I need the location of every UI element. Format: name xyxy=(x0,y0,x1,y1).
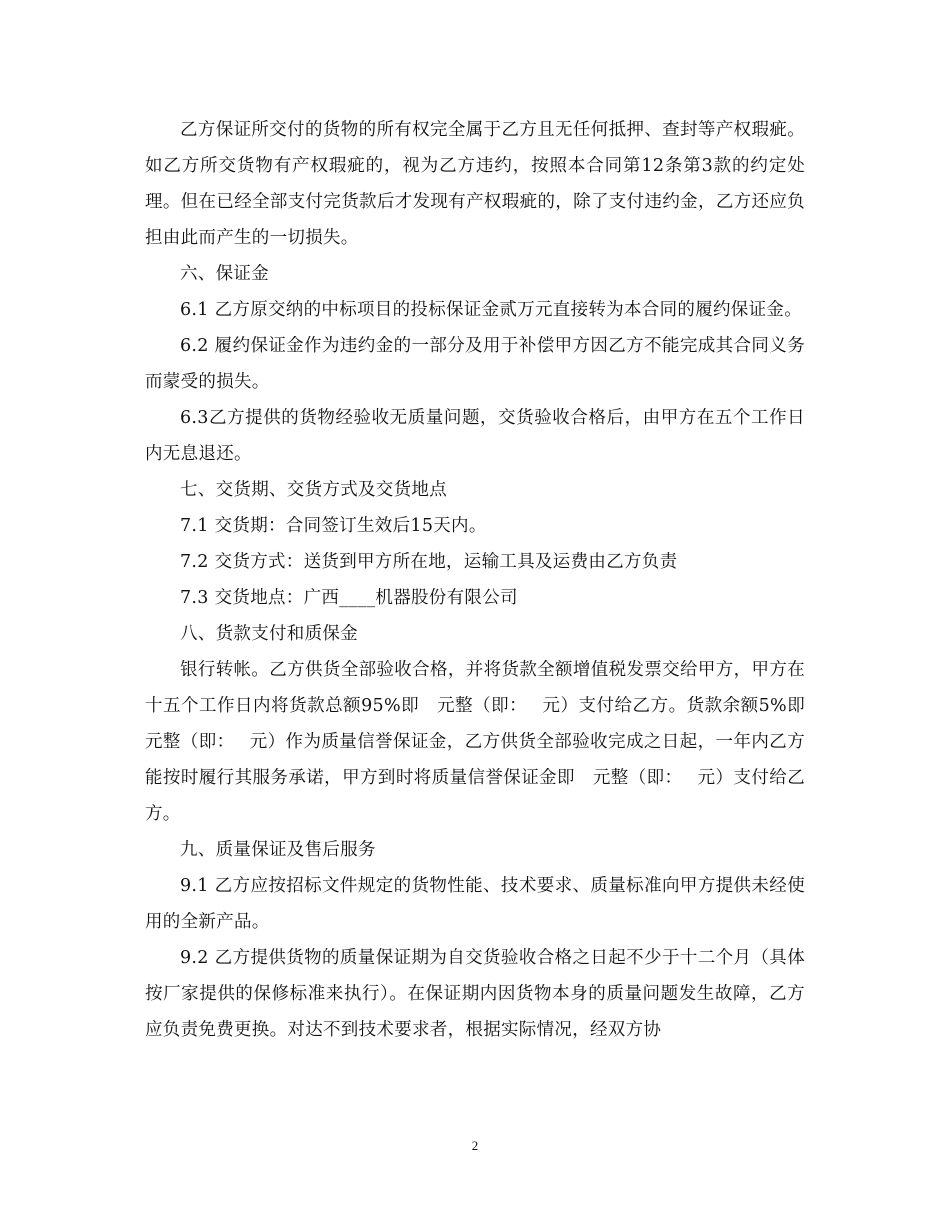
clause-7-3: 7.3 交货地点：广西____机器股份有限公司 xyxy=(180,588,518,608)
section-heading-payment: 八、货款支付和质保金 xyxy=(180,624,358,644)
clause-9-1: 9.1 乙方应按招标文件规定的货物性能、技术要求、质量标准向甲方提供未经使用的全新产品。 xyxy=(145,876,805,932)
clause-9-2: 9.2 乙方提供货物的质量保证期为自交货验收合格之日起不少于十二个月（具体按厂家提供的保修标准来执行）。在保证期内因货物本身的质量问题发生故障，乙方应负责免费更换。对达不到技术要求者，根据实际情况，经双方协 xyxy=(145,948,805,1040)
section-heading-delivery: 七、交货期、交货方式及交货地点 xyxy=(180,480,447,500)
clause-6-2: 6.2 履约保证金作为违约金的一部分及用于补偿甲方因乙方不能完成其合同义务而蒙受的损失。 xyxy=(145,336,805,392)
paragraph-payment-terms: 银行转帐。乙方供货全部验收合格，并将货款全额增值税发票交给甲方，甲方在十五个工作日内将货款总额95%即 元整（即： 元）支付给乙方。货款余额5%即 元整（即： 元）作为质量信誉保证金，乙方供货全部验收完成之日起，一年内乙方能按时履行其服务承诺，甲方到时将质量信誉保证金即 元整（即： 元）支付给乙方。 xyxy=(145,660,823,824)
document-body xyxy=(145,112,823,1048)
paragraph-ownership-warranty: 乙方保证所交付的货物的所有权完全属于乙方且无任何抵押、查封等产权瑕疵。如乙方所交货物有产权瑕疵的，视为乙方违约，按照本合同第12条第3款的约定处理。但在已经全部支付完货款后才发现有产权瑕疵的，除了支付违约金，乙方还应负担由此而产生的一切损失。 xyxy=(145,120,805,248)
section-heading-deposit: 六、保证金 xyxy=(180,264,269,284)
clause-6-1: 6.1 乙方原交纳的中标项目的投标保证金贰万元直接转为本合同的履约保证金。 xyxy=(180,300,802,320)
section-heading-quality: 九、质量保证及售后服务 xyxy=(180,840,376,860)
page-number: 2 xyxy=(471,1138,479,1153)
clause-7-2: 7.2 交货方式：送货到甲方所在地，运输工具及运费由乙方负责 xyxy=(180,552,678,572)
clause-7-1: 7.1 交货期：合同签订生效后15天内。 xyxy=(180,516,487,536)
clause-6-3: 6.3乙方提供的货物经验收无质量问题，交货验收合格后，由甲方在五个工作日内无息退还。 xyxy=(145,408,805,464)
